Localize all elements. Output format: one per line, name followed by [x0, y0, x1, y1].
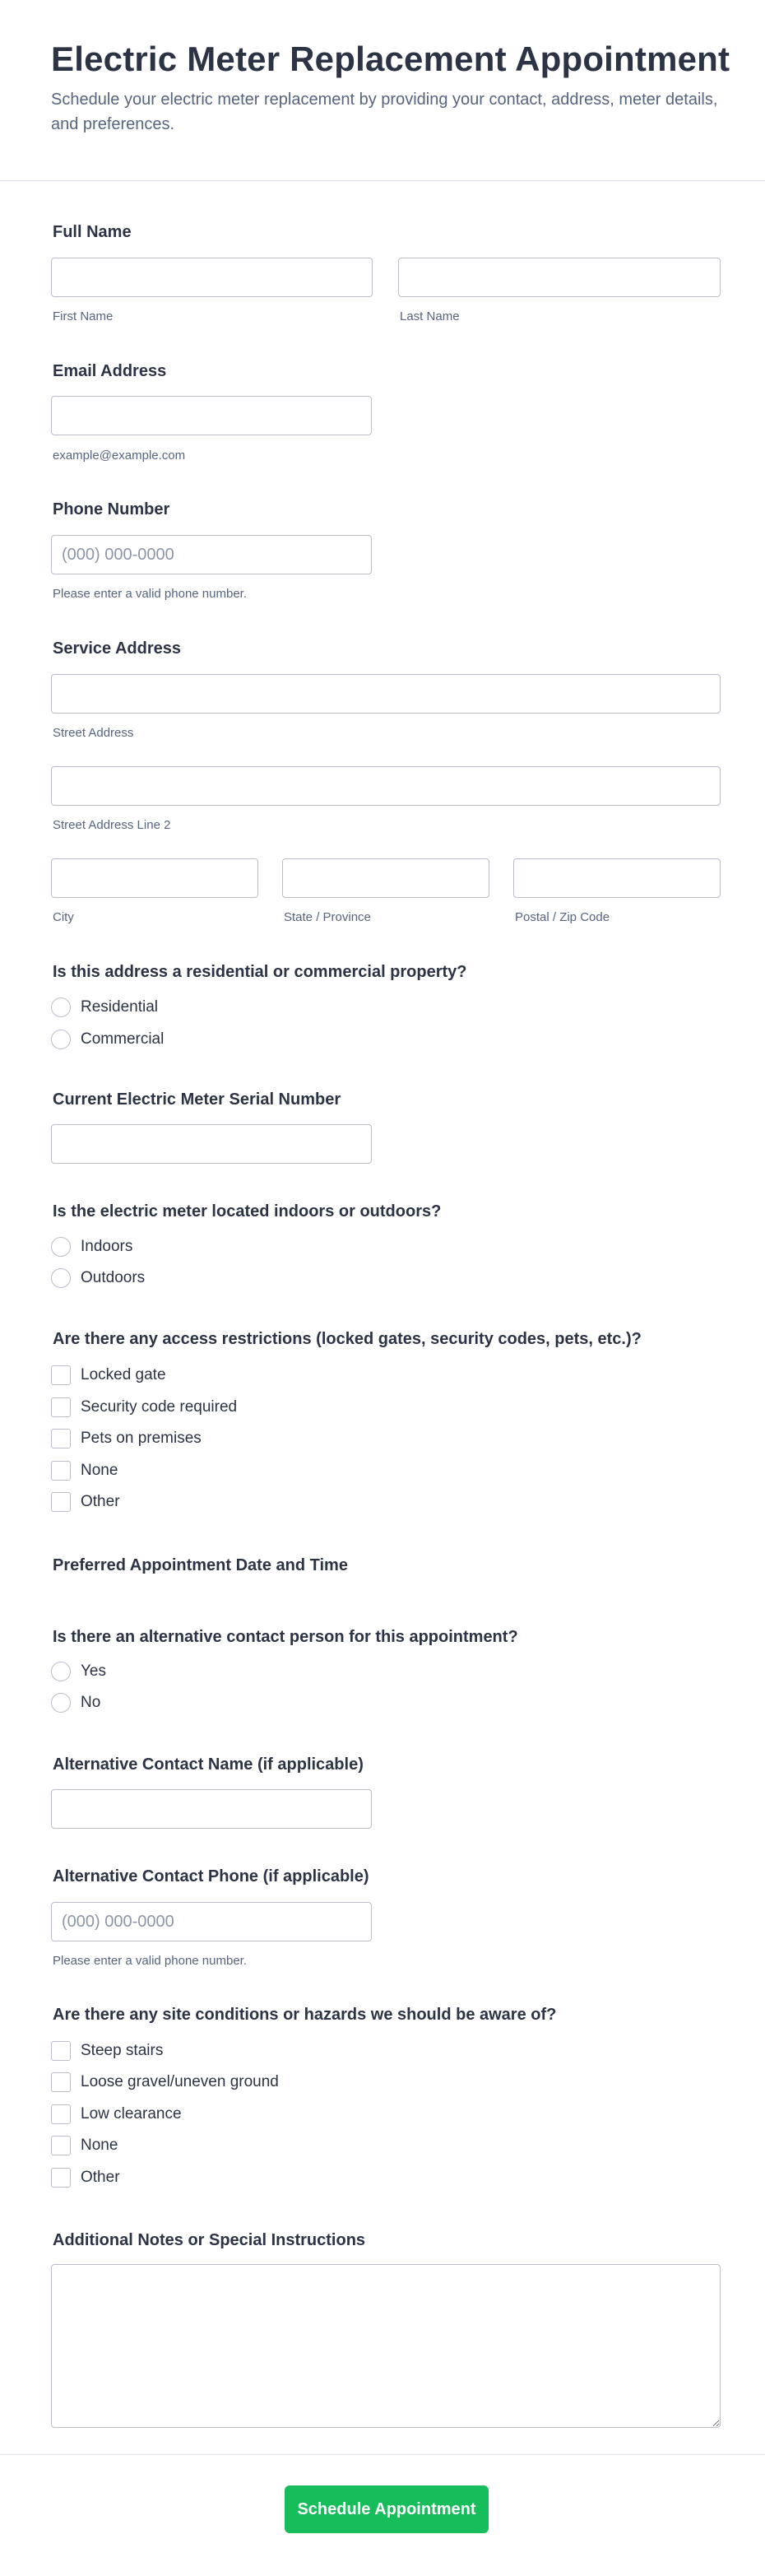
access-restrictions-label: Are there any access restrictions (locked gates, security codes, pets, etc.)? — [53, 1330, 642, 1348]
street-address-2-input[interactable] — [51, 766, 721, 806]
phone-sublabel: Please enter a valid phone number. — [53, 587, 247, 601]
appointment-datetime-label: Preferred Appointment Date and Time — [53, 1556, 348, 1574]
form-header — [0, 0, 765, 181]
radio-label: Commercial — [81, 1030, 165, 1048]
full-name-label: Full Name — [53, 223, 132, 241]
checkbox-box[interactable] — [51, 2168, 71, 2188]
street-address-2-sublabel: Street Address Line 2 — [53, 818, 171, 832]
alt-contact-name-label: Alternative Contact Name (if applicable) — [53, 1755, 364, 1774]
page-title: Electric Meter Replacement Appointment — [51, 40, 730, 78]
alt-contact-question-label: Is there an alternative contact person for this appointment? — [53, 1628, 518, 1646]
checkbox-security-code[interactable] — [51, 1397, 237, 1418]
email-input[interactable] — [51, 396, 372, 435]
email-sublabel: example@example.com — [53, 449, 186, 463]
checkbox-access-none[interactable] — [51, 1460, 118, 1481]
postal-code-input[interactable] — [513, 858, 721, 898]
checkbox-label: None — [81, 1462, 118, 1479]
meter-serial-input[interactable] — [51, 1124, 372, 1164]
property-type-label: Is this address a residential or commercial property? — [53, 963, 467, 981]
radio-circle[interactable] — [51, 1030, 71, 1049]
radio-label: No — [81, 1694, 101, 1711]
street-address-sublabel: Street Address — [53, 726, 134, 740]
checkbox-label: Other — [81, 2169, 120, 2186]
radio-label: Indoors — [81, 1238, 133, 1255]
checkbox-steep-stairs[interactable] — [51, 2040, 163, 2062]
checkbox-hazards-other[interactable] — [51, 2167, 120, 2188]
city-input[interactable] — [51, 858, 258, 898]
radio-yes[interactable] — [51, 1661, 106, 1682]
checkbox-locked-gate[interactable] — [51, 1365, 166, 1386]
checkbox-access-other[interactable] — [51, 1491, 120, 1513]
radio-circle[interactable] — [51, 1268, 71, 1288]
checkbox-box[interactable] — [51, 1365, 71, 1385]
alt-contact-name-input[interactable] — [51, 1789, 372, 1829]
radio-label: Yes — [81, 1662, 106, 1680]
radio-circle[interactable] — [51, 1662, 71, 1681]
radio-commercial[interactable] — [51, 1029, 164, 1050]
radio-circle[interactable] — [51, 1693, 71, 1713]
radio-outdoors[interactable] — [51, 1267, 145, 1289]
email-label: Email Address — [53, 362, 167, 380]
alt-contact-phone-input[interactable] — [51, 1902, 372, 1941]
radio-circle[interactable] — [51, 997, 71, 1017]
checkbox-label: Steep stairs — [81, 2042, 164, 2059]
first-name-input[interactable] — [51, 258, 373, 297]
checkbox-label: Locked gate — [81, 1366, 166, 1383]
site-hazards-label: Are there any site conditions or hazards we should be aware of? — [53, 2006, 557, 2024]
page-subtitle: Schedule your electric meter replacement by providing your contact, address, meter details, and preferences. — [51, 91, 718, 133]
checkbox-box[interactable] — [51, 1429, 71, 1448]
radio-circle[interactable] — [51, 1237, 71, 1257]
phone-input[interactable] — [51, 535, 372, 574]
additional-notes-textarea[interactable] — [51, 2264, 721, 2428]
radio-no[interactable] — [51, 1692, 100, 1713]
phone-label: Phone Number — [53, 500, 170, 518]
schedule-appointment-button[interactable]: Schedule Appointment — [285, 2485, 489, 2533]
alt-contact-phone-sublabel: Please enter a valid phone number. — [53, 1954, 247, 1968]
meter-location-label: Is the electric meter located indoors or outdoors? — [53, 1202, 442, 1221]
radio-residential[interactable] — [51, 997, 158, 1018]
checkbox-box[interactable] — [51, 2104, 71, 2124]
radio-label: Residential — [81, 998, 158, 1016]
state-input[interactable] — [282, 858, 489, 898]
checkbox-label: Loose gravel/uneven ground — [81, 2073, 279, 2090]
checkbox-hazards-none[interactable] — [51, 2135, 118, 2156]
radio-indoors[interactable] — [51, 1236, 132, 1258]
checkbox-box[interactable] — [51, 2136, 71, 2155]
checkbox-box[interactable] — [51, 2041, 71, 2061]
first-name-sublabel: First Name — [53, 309, 114, 323]
last-name-sublabel: Last Name — [400, 309, 460, 323]
city-sublabel: City — [53, 910, 74, 924]
alt-contact-phone-label: Alternative Contact Phone (if applicable) — [53, 1867, 369, 1886]
checkbox-box[interactable] — [51, 1461, 71, 1481]
checkbox-label: None — [81, 2137, 118, 2154]
postal-code-sublabel: Postal / Zip Code — [515, 910, 610, 924]
checkbox-low-clearance[interactable] — [51, 2104, 182, 2125]
checkbox-label: Pets on premises — [81, 1430, 202, 1447]
additional-notes-label: Additional Notes or Special Instructions — [53, 2231, 366, 2249]
checkbox-box[interactable] — [51, 1492, 71, 1512]
checkbox-box[interactable] — [51, 2072, 71, 2092]
checkbox-pets[interactable] — [51, 1428, 202, 1449]
radio-label: Outdoors — [81, 1269, 146, 1286]
checkbox-label: Low clearance — [81, 2105, 182, 2123]
checkbox-label: Security code required — [81, 1398, 238, 1416]
checkbox-box[interactable] — [51, 1397, 71, 1417]
state-sublabel: State / Province — [284, 910, 371, 924]
last-name-input[interactable] — [398, 258, 721, 297]
service-address-label: Service Address — [53, 639, 182, 658]
street-address-input[interactable] — [51, 674, 721, 714]
meter-serial-label: Current Electric Meter Serial Number — [53, 1090, 341, 1109]
checkbox-label: Other — [81, 1493, 120, 1510]
checkbox-loose-gravel[interactable] — [51, 2071, 279, 2093]
